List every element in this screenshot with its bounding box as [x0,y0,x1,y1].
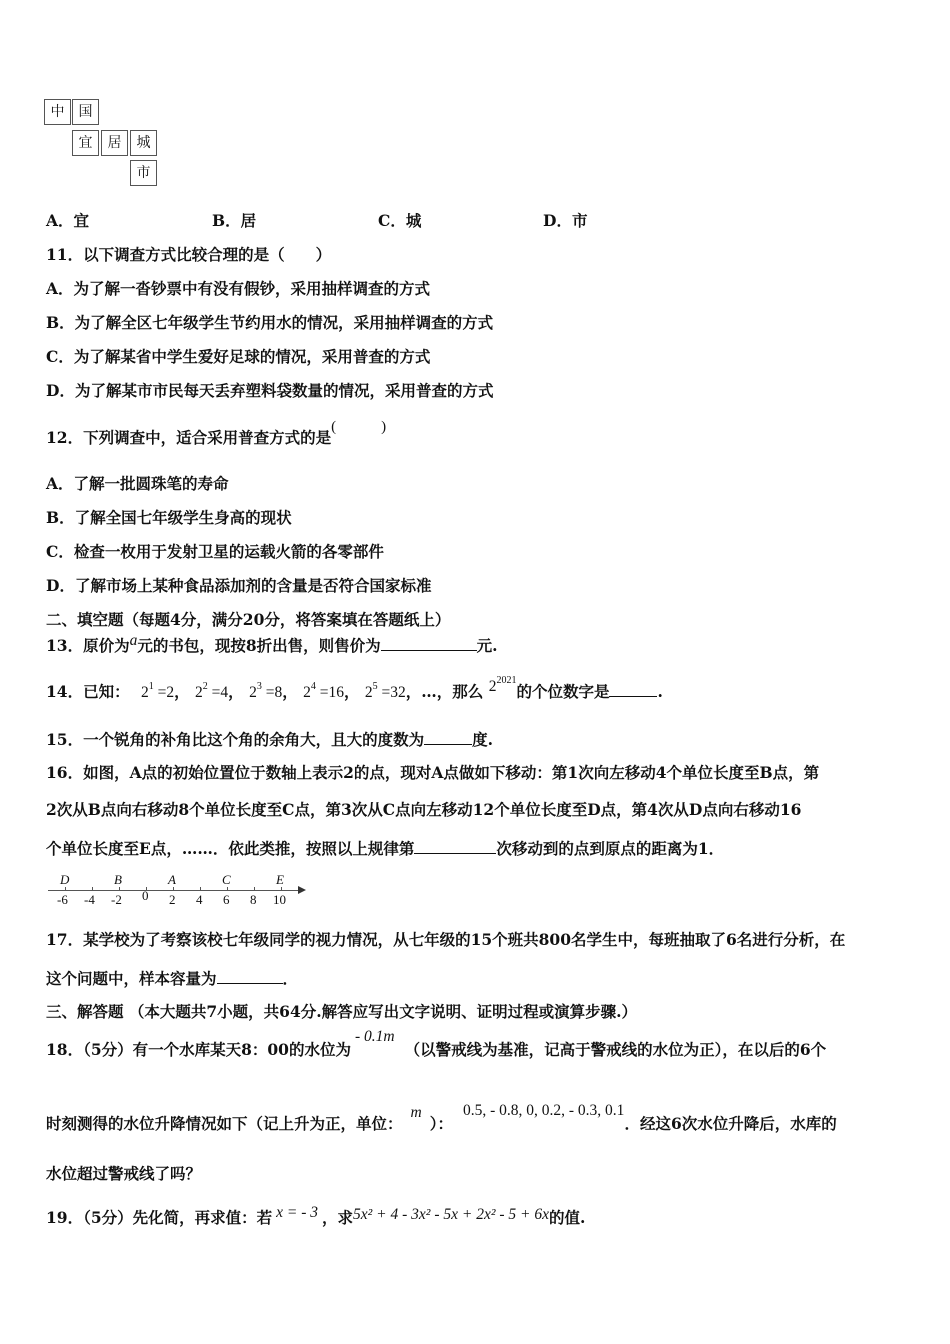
q13-text-1: 13．原价为 [46,636,130,655]
q16-line-2: 2次从B点向右移动8个单位长度至C点，第3次从C点向左移动12个单位长度至D点，第4次从D点向右移动16 [46,800,802,819]
q12-option-c: C．检查一枚用于发射卫星的运载火箭的各零部件 [46,542,384,561]
tick-mark [119,887,120,891]
q15-text-1: 15．一个锐角的补角比这个角的余角大，且大的度数为 [46,730,425,749]
q19-text-1: 19．（5分）先化简，再求值：若 [46,1208,273,1227]
cube-net-figure [44,99,162,191]
q17-text-a: 这个问题中，样本容量为 [46,969,217,988]
q15-answer-blank[interactable] [424,728,472,745]
q18-values: 0.5, - 0.8, 0, 0.2, - 0.3, 0.1 [462,1102,625,1119]
q18-line-3: 水位超过警戒线了吗？ [46,1164,202,1183]
q19-condition: x = - 3 [276,1204,318,1221]
tick-label: -4 [84,892,95,907]
net-cell-4: 居 [101,130,128,156]
q17-line-1: 17．某学校为了考察该校七年级同学的视力情况，从七年级的15个班共800名学生中，每班抽取了6名进行分析，在 [46,930,846,949]
section-2-heading: 二、填空题（每题4分，满分20分，将答案填在答题纸上） [46,610,451,629]
q13-text-2: 元的书包，现按8折出售，则售价为 [137,636,381,655]
q12-paren: ( ) [331,419,387,435]
tick-mark [254,887,255,891]
q10-option-c: C．城 [378,211,422,230]
q11-option-a: A．为了解一沓钞票中有没有假钞，采用抽样调查的方式 [46,279,431,298]
tick-mark [281,887,282,891]
point-label-a: A [168,872,176,887]
q14-power-2: $2^2 =4$ [195,681,229,701]
q12-stem-text: 12．下列调查中，适合采用普查方式的是 [46,428,332,447]
q11-option-d: D．为了解某市市民每天丢弃塑料袋数量的情况，采用普查的方式 [46,381,494,400]
q12-stem [46,419,387,450]
q14-text-4: . [657,682,663,701]
q16-line-3 [46,837,724,860]
q19-expression: 5x² + 4 - 3x² - 5x + 2x² - 5 + 6x [353,1206,549,1223]
number-line-arrow-icon [298,886,306,894]
q14-text-1: 14．已知： [46,682,130,701]
q18-unit: m [410,1104,422,1121]
q16-line-1: 16．如图，A点的初始位置位于数轴上表示2的点，现对A点做如下移动：第1次向左移动4个单位长度至B点，第 [46,763,820,782]
tick-label: 2 [169,892,176,907]
tick-label: 8 [250,892,257,907]
q14-answer-blank[interactable] [609,680,657,697]
section-3-heading: 三、解答题 （本大题共7小题，共64分.解答应写出文字说明、证明过程或演算步骤.） [46,1002,638,1021]
number-line-figure [44,872,314,912]
q10-option-d: D．市 [543,211,588,230]
q12-option-a: A．了解一批圆珠笔的寿命 [46,474,229,493]
number-line-axis [48,890,300,891]
q16-text-b: 次移动到的点到原点的距离为1． [496,839,725,858]
q14-power-3: $2^3 =8$ [249,681,283,701]
q16-answer-blank[interactable] [414,837,496,854]
q17-line-2 [46,967,298,990]
q12-option-b: B．了解全国七年级学生身高的现状 [46,508,292,527]
q11-option-b: B．为了解全区七年级学生节约用水的情况，采用抽样调查的方式 [46,313,494,332]
net-cell-1: 中 [44,99,71,125]
net-cell-5: 城 [130,130,157,156]
q14-text-2: ，…，那么 [405,682,484,701]
q13-text-3: 元. [476,636,498,655]
q18-text-1: 18．（5分）有一个水库某天8：00的水位为 [46,1040,351,1059]
tick-mark [200,887,201,891]
tick-mark [92,887,93,891]
q15 [46,728,493,751]
q10-option-b: B．居 [212,211,257,230]
q19-text-2: ，求 [322,1208,354,1227]
q18-text-4: ）： [429,1114,453,1133]
q14-power-5: $2^5 =32$ [364,681,406,701]
q14-power-1: $2^1 =2$ [140,681,175,701]
q19-text-3: 的值. [548,1208,586,1227]
q14: 14．已知： $2^1 =2$， $2^2 =4$， $2^3 =8$， $2^4 =16$， $2^5 =32$，…，那么 $2^{2021}$的个位数字是 . [46,675,663,701]
tick-label: 0 [142,888,149,903]
q18-text-3: 时刻测得的水位升降情况如下（记上升为正，单位： [46,1114,403,1133]
q17-text-b: ． [282,969,299,988]
tick-mark [227,887,228,891]
point-label-e: E [276,872,284,887]
q19 [46,1204,586,1230]
tick-label: 4 [196,892,203,907]
tick-label: -6 [57,892,68,907]
q13-var: a [129,632,138,649]
q18-text-5: ．经这6次水位升降后，水库的 [624,1114,837,1133]
q18-line-2 [46,1102,837,1136]
tick-label: -2 [111,892,122,907]
q13 [46,634,498,658]
q18-line-1 [46,1028,827,1062]
q14-power-4: $2^4 =16$ [303,681,344,701]
q15-text-2: 度. [472,730,493,749]
tick-label: 10 [273,892,286,907]
point-label-b: B [114,872,122,887]
q14-big-power: $2^{2021}$ [488,675,517,695]
q10-option-a: A．宜 [46,211,90,230]
q18-text-2: （以警戒线为基准，记高于警戒线的水位为正），在以后的6个 [404,1040,827,1059]
q13-answer-blank[interactable] [381,634,477,651]
net-cell-6: 市 [130,160,157,186]
q12-option-d: D．了解市场上某种食品添加剂的含量是否符合国家标准 [46,576,432,595]
q11-option-c: C．为了解某省中学生爱好足球的情况，采用普查的方式 [46,347,431,366]
point-label-d: D [60,872,70,887]
point-label-c: C [222,872,231,887]
tick-label: 6 [223,892,230,907]
net-cell-3: 宜 [72,130,99,156]
q17-answer-blank[interactable] [217,967,283,984]
tick-mark [65,887,66,891]
q11-stem: 11．以下调查方式比较合理的是（ ） [46,245,332,264]
net-cell-2: 国 [72,99,99,125]
tick-mark [173,887,174,891]
q14-text-3: 的个位数字是 [516,682,610,701]
q18-level: - 0.1m [354,1028,395,1045]
q16-text-a: 个单位长度至E点，……．依此类推，按照以上规律第 [46,839,415,858]
